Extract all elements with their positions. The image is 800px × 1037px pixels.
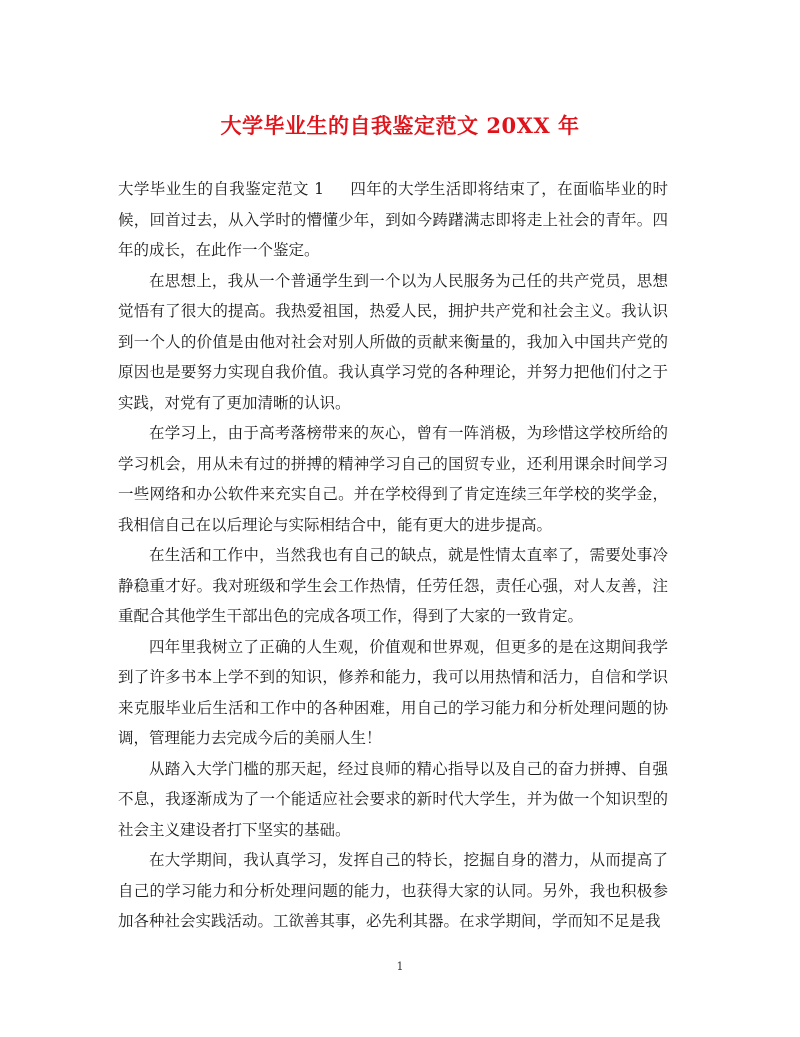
paragraph-ideology: 在思想上，我从一个普通学生到一个以为人民服务为己任的共产党员，思想觉悟有了很大的提高。我热爱祖国，热爱人民，拥护共产党和社会主义。我认识到一个人的价值是由他对社会对别人所做的贡献来衡量的，我加入中国共产党的原因也是要努力实现自我价值。我认真学习党的各种理论，并努力把他们付之于实践，对党有了更加清晰的认识。 bbox=[118, 271, 668, 412]
paragraph-outlook: 四年里我树立了正确的人生观，价值观和世界观，但更多的是在这期间我学到了许多书本上学不到的知识，修养和能力，我可以用热情和活力，自信和学识来克服毕业后生活和工作中的各种困难，用自己的学习能力和分析处理问题的协调，管理能力去完成今后的美丽人生！ bbox=[118, 637, 668, 747]
intro-text: 四年的大学生活即将结束了，在面临毕业的时候，回首过去，从入学时的懵懂少年，到如今踌躇满志即将走上社会的青年。四年的成长，在此作一个鉴定。 bbox=[118, 180, 668, 259]
paragraph-growth: 从踏入大学门槛的那天起，经过良师的精心指导以及自己的奋力拼搏、自强不息，我逐渐成为了一个能适应社会要求的新时代大学生，并为做一个知识型的社会主义建设者打下坚实的基础。 bbox=[118, 759, 668, 839]
page-number: 1 bbox=[396, 960, 404, 973]
intro-heading: 大学毕业生的自我鉴定范文 1 bbox=[118, 180, 324, 198]
paragraph-study: 在学习上，由于高考落榜带来的灰心，曾有一阵消极，为珍惜这学校所给的学习机会，用从未有过的拼搏的精神学习自己的国贸专业，还利用课余时间学习一些网络和办公软件来充实自己。并在学校得到了肯定连续三年学校的奖学金，我相信自己在以后理论与实际相结合中，能有更大的进步提高。 bbox=[118, 424, 668, 534]
paragraph-university: 在大学期间，我认真学习，发挥自己的特长，挖掘自身的潜力，从而提高了自己的学习能力和分析处理问题的能力，也获得大家的认同。另外，我也积极参加各种社会实践活动。工欲善其事，必先利其器。在求学期间，学而知不足是我 bbox=[118, 851, 668, 930]
document-body bbox=[118, 174, 668, 937]
paragraph-intro bbox=[118, 174, 668, 266]
paragraph-life-work: 在生活和工作中，当然我也有自己的缺点，就是性情太直率了，需要处事冷静稳重才好。我对班级和学生会工作热情，任劳任怨，责任心强，对人友善，注重配合其他学生干部出色的完成各项工作，得到了大家的一致肯定。 bbox=[118, 546, 668, 625]
document-title: 大学毕业生的自我鉴定范文 20XX 年 bbox=[220, 113, 580, 138]
